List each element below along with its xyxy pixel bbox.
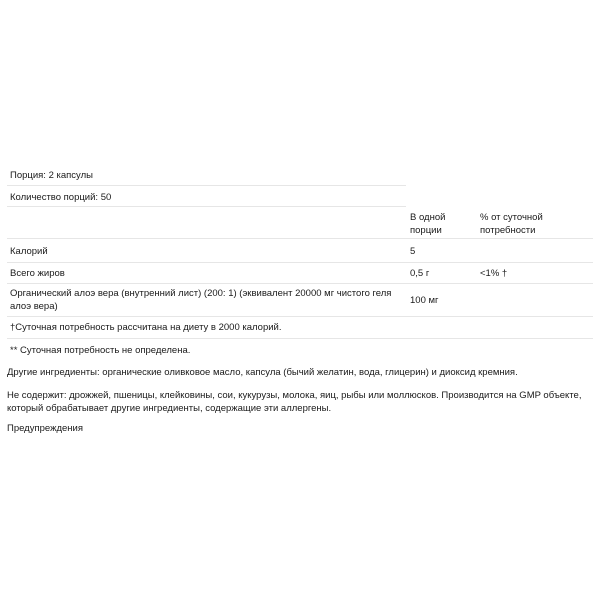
table-header-row <box>7 207 593 239</box>
footnote-stars: ** Суточная потребность не определена. <box>10 345 191 356</box>
allergen-statement <box>7 389 593 415</box>
other-ingredients <box>7 366 593 379</box>
allergen-text: дрожжей, пшеницы, клейковины, сои, кукурузы, молока, яиц, рыбы или моллюсков. Производится на GMP объекте, который обрабатывает другие ингредиенты, содержащие эти аллергены. <box>7 390 582 414</box>
footnote-row <box>7 317 593 339</box>
allergen-label: Не содержит: <box>7 390 67 401</box>
header-daily-value: % от суточной потребности <box>480 212 543 236</box>
serving-size: Порция: 2 капсулы <box>10 170 93 181</box>
nutrient-amount: 5 <box>410 246 416 257</box>
nutrient-name: Всего жиров <box>10 268 65 279</box>
other-ingredients-text: органические оливковое масло, капсула (бычий желатин, вода, глицерин) и диоксид кремния. <box>102 367 518 378</box>
nutrient-daily-value: <1% † <box>480 268 508 279</box>
footnote-dagger: †Суточная потребность рассчитана на диету в 2000 калорий. <box>10 322 282 333</box>
footnote-row <box>7 339 593 363</box>
other-ingredients-label: Другие ингредиенты: <box>7 367 100 378</box>
nutrient-name: Органический алоэ вера (внутренний лист) (200: 1) (эквивалент 20000 мг чистого геля алоэ вера) <box>10 288 392 312</box>
table-row <box>7 263 593 284</box>
warnings-title: Предупреждения <box>7 423 83 434</box>
servings-per-container: Количество порций: 50 <box>10 192 112 203</box>
nutrient-amount: 0,5 г <box>410 268 430 279</box>
serving-size-row <box>7 162 406 186</box>
servings-per-container-row <box>7 186 406 207</box>
table-row <box>7 284 593 317</box>
supplement-facts-table <box>7 162 593 363</box>
nutrient-amount: 100 мг <box>410 295 439 306</box>
table-row <box>7 239 593 263</box>
nutrient-name: Калорий <box>10 246 48 257</box>
header-amount: В одной порции <box>410 212 446 236</box>
